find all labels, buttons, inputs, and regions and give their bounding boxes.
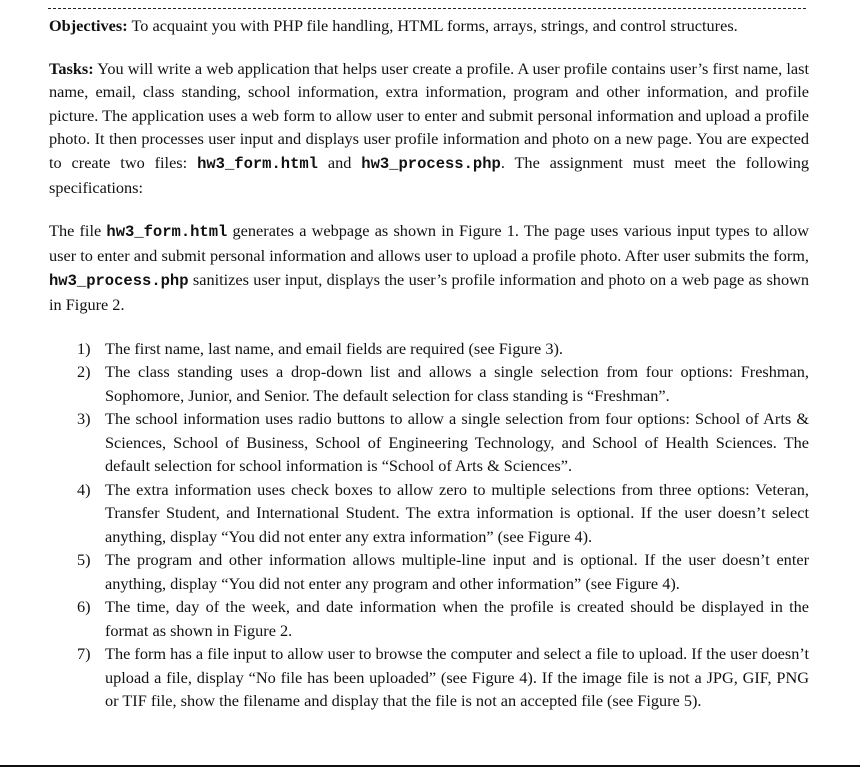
spec-item — [49, 360, 809, 407]
spec-number: 7) — [77, 644, 91, 663]
dashed-separator — [48, 8, 806, 9]
spec-item — [49, 478, 809, 549]
spec-number: 2) — [77, 362, 91, 381]
document-body — [49, 14, 809, 713]
spec-text: The time, day of the week, and date information when the profile is created should be displayed in the format as shown in Figure 2. — [105, 597, 809, 640]
spec-item — [49, 337, 809, 361]
spec-text: The extra information uses check boxes to allow zero to multiple selections from three options: Veteran, Transfer Student, and International Student. The extra information is optional. If the user doesn’t select anything, display “You did not enter any extra information” (see Figure 4). — [105, 479, 809, 546]
spec-number: 6) — [77, 597, 91, 616]
tasks-text-1: You will write a web application that helps user create a profile. A user profile contains user’s first name, last name, email, class standing, school information, extra information, program and other information, and profile picture. The application uses a web form to allow user to enter and submit personal information and upload a profile photo. It then processes user input and displays user profile information and photo on a new page. You are expected to create two files: — [49, 58, 809, 172]
bottom-border — [0, 765, 860, 767]
spec-number: 5) — [77, 550, 91, 569]
files-text-3: sanitizes user input, displays the user’s profile information and photo on a web page as shown in Figure 2. — [49, 269, 809, 314]
spec-text: The program and other information allows multiple-line input and is optional. If the user doesn’t enter anything, display “You did not enter any program and other information” (see Figure 4). — [105, 550, 809, 593]
objectives-text: To acquaint you with PHP file handling, HTML forms, arrays, strings, and control structures. — [127, 16, 738, 35]
process-filename: hw3_process.php — [361, 154, 501, 173]
objectives-label: Objectives: — [49, 16, 128, 35]
spec-item — [49, 642, 809, 713]
spec-text: The form has a file input to allow user to browse the computer and select a file to upload. If the user doesn’t upload a file, display “No file has been uploaded” (see Figure 4). If the image file is not a JPG, GIF, PNG or TIF file, show the filename and display that the file is not an accepted file (see Figure 5). — [105, 644, 809, 710]
files-text-2: generates a webpage as shown in Figure 1. The page uses various input types to allow user to enter and submit personal information and allows user to upload a profile photo. After user submits the form, — [49, 220, 809, 265]
spec-item — [49, 407, 809, 478]
spec-text: The class standing uses a drop-down list and allows a single selection from four options: Freshman, Sophomore, Junior, and Senior. The default selection for class standing is “Freshman”. — [105, 362, 809, 405]
tasks-label: Tasks: — [49, 58, 94, 78]
spec-number: 1) — [77, 338, 91, 358]
files-text-1: The file — [49, 220, 107, 240]
spec-text: The first name, last name, and email fields are required (see Figure 3). — [105, 338, 563, 358]
spec-number: 4) — [77, 479, 91, 499]
spec-text: The school information uses radio buttons to allow a single selection from four options: School of Arts & Sciences, School of Business, School of Engineering Technology, and School of Health Sciences. The default selection for school information is “School of Arts & Sciences”. — [105, 409, 809, 475]
process-filename-ref: hw3_process.php — [49, 271, 189, 290]
spec-item — [49, 548, 809, 595]
objectives-paragraph — [49, 14, 809, 38]
tasks-text-2: . The assignment must meet the following specifications: — [49, 152, 810, 197]
tasks-paragraph — [49, 57, 809, 200]
spec-item — [49, 595, 809, 642]
tasks-and: and — [317, 152, 362, 172]
specifications-list — [49, 337, 809, 713]
files-paragraph — [49, 219, 809, 317]
spec-number: 3) — [77, 409, 91, 428]
form-filename-ref: hw3_form.html — [106, 222, 228, 241]
form-filename: hw3_form.html — [197, 154, 318, 173]
